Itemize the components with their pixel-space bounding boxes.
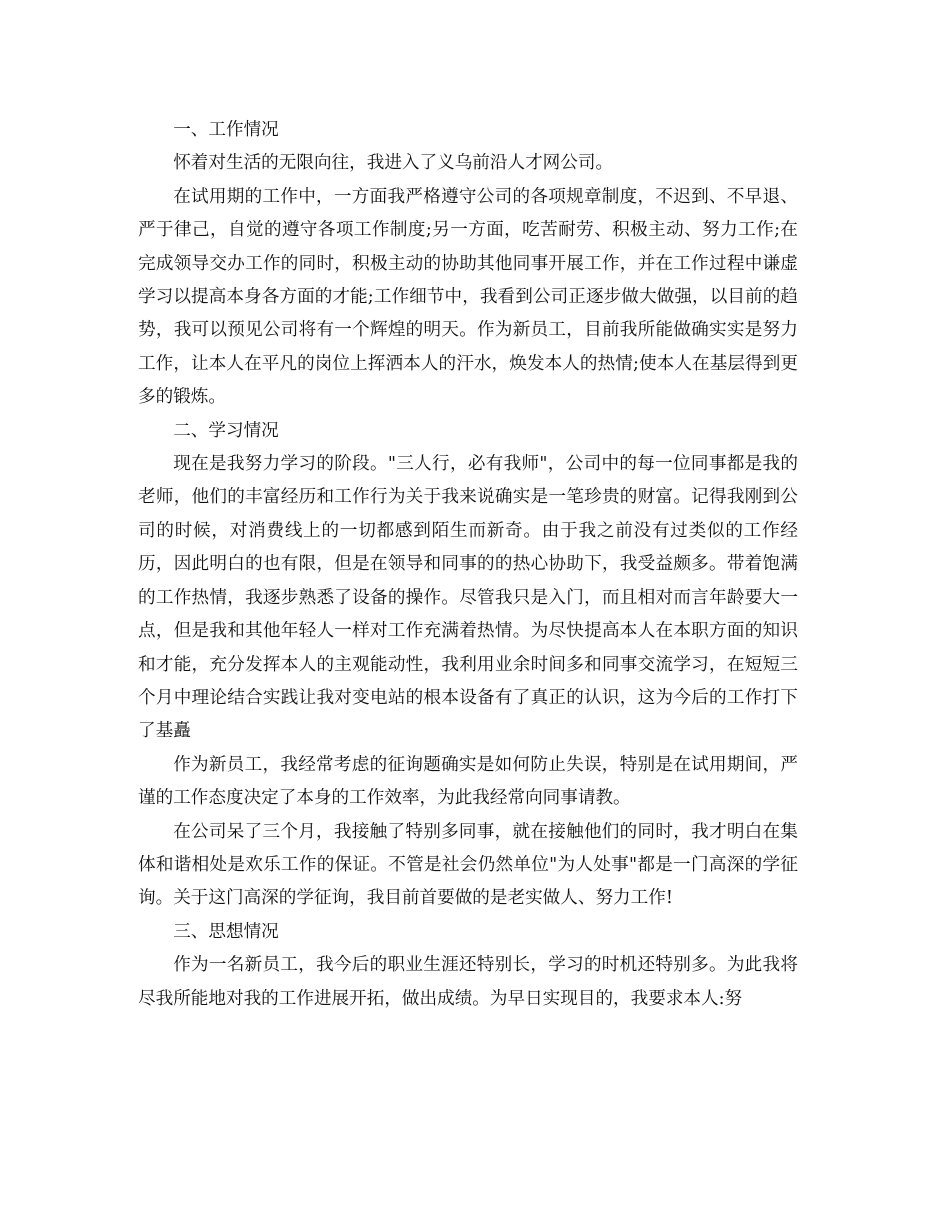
section-heading-study: 二、学习情况 (173, 420, 279, 441)
paragraph: 作为一名新员工，我今后的职业生涯还特别长，学习的时机还特别多。为此我将尽我所能地对我的工作进展开拓，做出成绩。为早日实现目的，我要求本人:努 (138, 955, 798, 1009)
paragraph: 怀着对生活的无限向往，我进入了义乌前沿人才网公司。 (173, 153, 614, 174)
paragraph: 作为新员工，我经常考虑的征询题确实是如何防止失误，特别是在试用期间，严谨的工作态度决定了本身的工作效率，为此我经常向同事请教。 (138, 754, 798, 809)
paragraph: 在试用期的工作中，一方面我严格遵守公司的各项规章制度，不迟到、不早退、严于律己，自觉的遵守各项工作制度;另一方面，吃苦耐劳、积极主动、努力工作;在完成领导交办工作的同时，积极主动的协助其他同事开展工作，并在工作过程中谦虚学习以提高本身各方面的才能;工作细节中，我看到公司正逐步做大做强，以目前的趋势，我可以预见公司将有一个辉煌的明天。作为新员工，目前我所能做确实实是努力工作，让本人在平凡的岗位上挥洒本人的汗水，焕发本人的热情;使本人在基层得到更多的锻炼。 (138, 186, 798, 408)
section-heading-thought: 三、思想情况 (173, 921, 279, 942)
paragraph: 在公司呆了三个月，我接触了特别多同事，就在接触他们的同时，我才明白在集体和谐相处是欢乐工作的保证。不管是社会仍然单位"为人处事"都是一门高深的学征询。关于这门高深的学征询，我目前首要做的是老实做人、努力工作! (138, 821, 798, 909)
section-heading-work: 一、工作情况 (173, 120, 279, 140)
paragraph: 现在是我努力学习的阶段。"三人行，必有我师"，公司中的每一位同事都是我的老师，他们的丰富经历和工作行为关于我来说确实是一笔珍贵的财富。记得我刚到公司的时候，对消费线上的一切都感到陌生而新奇。由于我之前没有过类似的工作经历，因此明白的也有限，但是在领导和同事的的热心协助下，我受益颇多。带着饱满的工作热情，我逐步熟悉了设备的操作。尽管我只是入门，而且相对而言年龄要大一点，但是我和其他年轻人一样对工作充满着热情。为尽快提高本人在本职方面的知识和才能，充分发挥本人的主观能动性，我利用业余时间多和同事交流学习，在短短三个月中理论结合实践让我对变电站的根本设备有了真正的认识，这为今后的工作打下了基矗 (138, 454, 798, 742)
document-body (138, 114, 798, 1016)
